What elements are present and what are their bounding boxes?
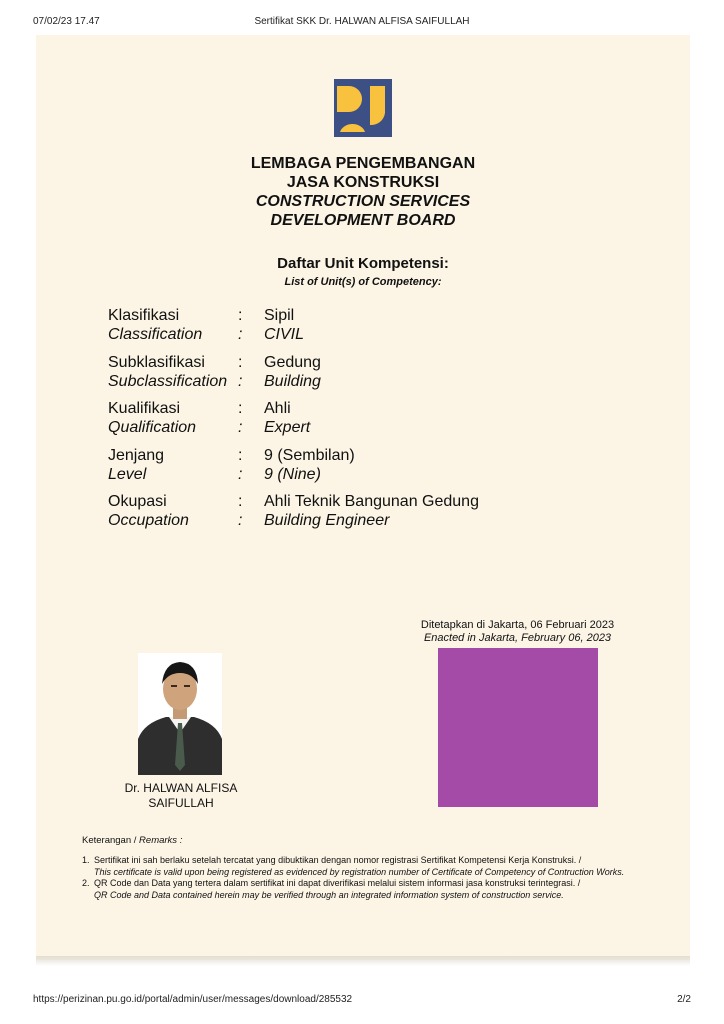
- field-label-en: Level: [108, 465, 147, 483]
- field-colon: :: [238, 372, 243, 390]
- certificate-page: [36, 35, 690, 960]
- org-line-4: DEVELOPMENT BOARD: [270, 212, 456, 229]
- remark-item: [82, 855, 672, 878]
- field-colon: :: [238, 400, 243, 417]
- print-page-number: 2/2: [677, 994, 691, 1005]
- competency-fields: [108, 306, 628, 539]
- print-datetime: 07/02/23 17.47: [33, 16, 100, 27]
- field-colon: :: [238, 326, 243, 343]
- field-value: 9 (Sembilan): [264, 446, 355, 464]
- field-colon: :: [238, 419, 243, 436]
- field-value-en: Building Engineer: [264, 512, 390, 529]
- enacted-en: Enacted in Jakarta, February 06, 2023: [423, 632, 612, 644]
- field-row-qualification: [108, 399, 628, 446]
- field-label: Subklasifikasi: [108, 353, 205, 371]
- remarks-title: [82, 835, 182, 846]
- remark-text-id: Sertifikat ini sah berlaku setelah tercatat yang dibuktikan dengan nomor registrasi Sertifikat Kompetensi Kerja Konstruksi. /: [94, 855, 582, 865]
- field-value: Sipil: [264, 307, 295, 324]
- org-line-3: CONSTRUCTION SERVICES: [255, 193, 471, 210]
- field-colon: :: [238, 307, 243, 324]
- org-line-2: JASA KONSTRUKSI: [286, 174, 440, 191]
- person-portrait-icon: [138, 653, 222, 775]
- remark-text-id: QR Code dan Data yang tertera dalam sertifikat ini dapat diverifikasi melalui sistem informasi jasa konstruksi terintegrasi. /: [94, 878, 581, 888]
- field-label: Kualifikasi: [108, 400, 181, 417]
- remark-item: [82, 878, 672, 901]
- org-line-1: LEMBAGA PENGEMBANGAN: [250, 155, 476, 172]
- remark-number: 1.: [82, 855, 90, 865]
- field-label: Okupasi: [108, 493, 167, 510]
- field-value-en: Building: [264, 372, 321, 390]
- holder-photo: [138, 653, 222, 775]
- print-title: Sertifikat SKK Dr. HALWAN ALFISA SAIFULLAH: [254, 16, 470, 27]
- field-label-en: Subclassification: [108, 372, 228, 390]
- field-row-subclassification: [108, 353, 628, 400]
- list-title: Daftar Unit Kompetensi:: [277, 255, 449, 272]
- field-value-en: CIVIL: [264, 326, 305, 343]
- field-row-classification: [108, 306, 628, 353]
- page-shadow: [36, 956, 690, 966]
- field-value-en: 9 (Nine): [264, 465, 321, 483]
- field-colon: :: [238, 493, 243, 510]
- remark-number: 2.: [82, 878, 90, 888]
- print-url: https://perizinan.pu.go.id/portal/admin/user/messages/download/285532: [33, 994, 353, 1005]
- field-row-occupation: [108, 492, 628, 539]
- holder-name-line-1: Dr. HALWAN ALFISA: [124, 781, 238, 795]
- remark-text-en: This certificate is valid upon being registered as evidenced by registration number of Certificate of Competency of Contruction Works.: [94, 866, 625, 877]
- field-colon: :: [238, 446, 243, 464]
- qr-code-placeholder: [438, 648, 598, 807]
- remarks-list: [82, 855, 672, 901]
- remarks-title-id: Keterangan /: [82, 835, 140, 846]
- field-colon: :: [238, 465, 243, 483]
- enacted-id: Ditetapkan di Jakarta, 06 Februari 2023: [420, 619, 615, 631]
- holder-name-line-2: SAIFULLAH: [148, 796, 214, 810]
- field-colon: :: [238, 512, 243, 529]
- field-value: Gedung: [264, 353, 321, 371]
- field-label-en: Occupation: [108, 512, 189, 529]
- field-value-en: Expert: [264, 419, 311, 436]
- field-value: Ahli: [264, 400, 291, 417]
- pu-logo-icon: [334, 79, 392, 137]
- remark-text-en: QR Code and Data contained herein may be verified through an integrated information system of construction service.: [94, 889, 564, 900]
- enacted-statement: [394, 619, 641, 645]
- field-label: Jenjang: [108, 446, 165, 464]
- holder-name: [106, 781, 256, 811]
- field-label: Klasifikasi: [108, 307, 180, 324]
- field-row-level: [108, 446, 628, 493]
- field-label-en: Qualification: [108, 419, 197, 436]
- organization-name: [36, 154, 690, 230]
- field-value: Ahli Teknik Bangunan Gedung: [264, 493, 479, 510]
- list-subtitle: List of Unit(s) of Competency:: [284, 276, 442, 288]
- field-colon: :: [238, 353, 243, 371]
- field-label-en: Classification: [108, 326, 203, 343]
- remarks-title-en: Remarks :: [139, 835, 183, 846]
